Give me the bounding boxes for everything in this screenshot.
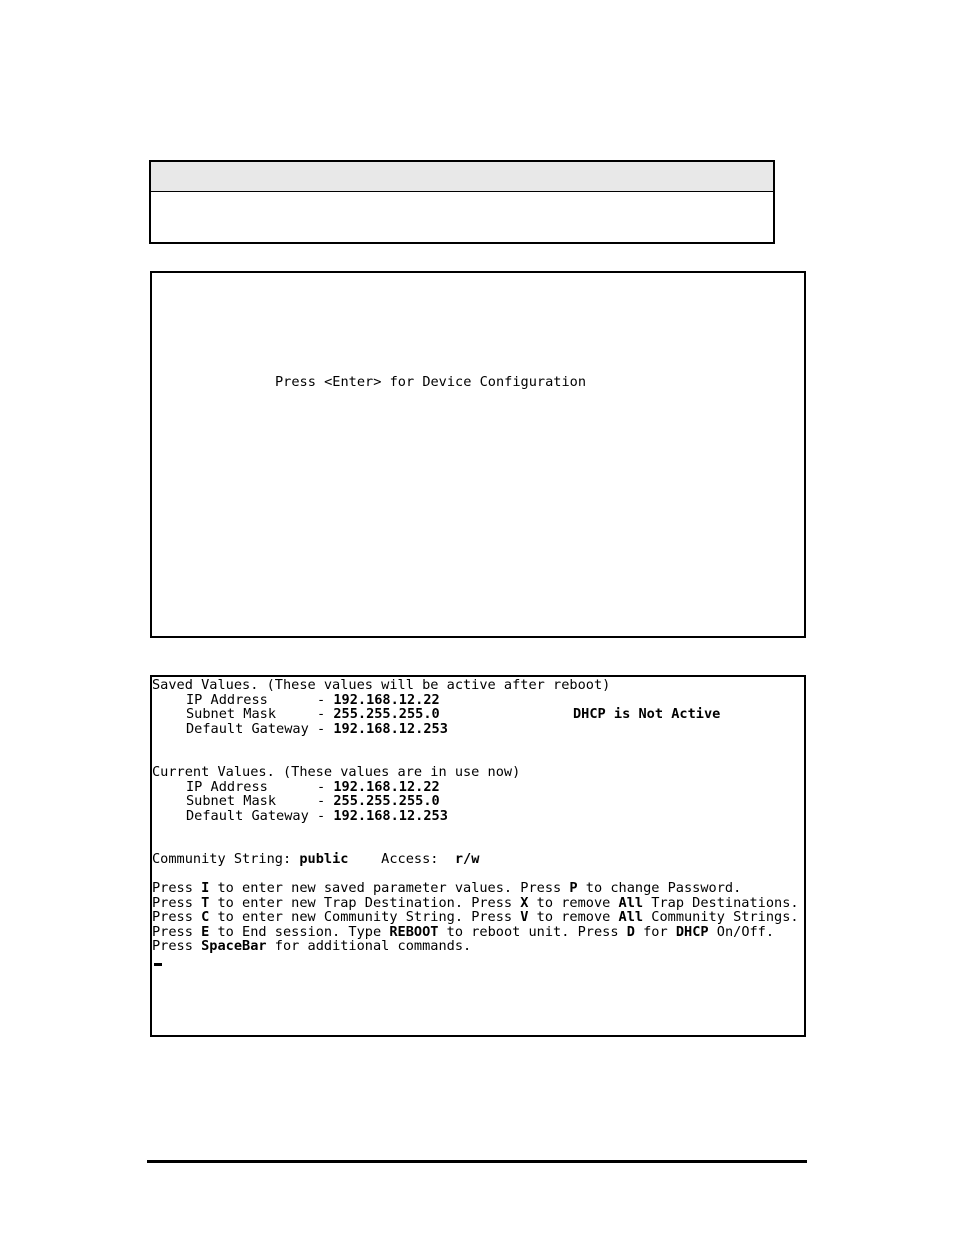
enter-prompt: Press <Enter> for Device Configuration — [275, 374, 586, 390]
command-line-1: Press I to enter new saved parameter values. Press P to change Password. — [152, 880, 742, 896]
community-string-row: Community String: public Access: r/w — [152, 851, 480, 867]
terminal-config-screen[interactable] — [150, 675, 806, 1037]
saved-mask-row: Subnet Mask - 255.255.255.0 — [186, 706, 440, 722]
current-ip-row: IP Address - 192.168.12.22 — [186, 779, 440, 795]
saved-ip-row: IP Address - 192.168.12.22 — [186, 692, 440, 708]
command-line-3: Press C to enter new Community String. Press V to remove All Community Strings. — [152, 909, 799, 925]
command-line-5: Press SpaceBar for additional commands. — [152, 938, 472, 954]
command-line-2: Press T to enter new Trap Destination. Press X to remove All Trap Destinations. — [152, 895, 799, 911]
terminal-cursor — [154, 963, 162, 966]
current-mask-row: Subnet Mask - 255.255.255.0 — [186, 793, 440, 809]
note-box — [149, 160, 775, 244]
current-gateway-row: Default Gateway - 192.168.12.253 — [186, 808, 448, 824]
saved-values-heading: Saved Values. (These values will be active after reboot) — [152, 677, 611, 693]
footer-rule — [147, 1160, 807, 1163]
terminal-welcome-screen[interactable] — [150, 271, 806, 638]
note-box-header — [151, 162, 773, 192]
dhcp-status: DHCP is Not Active — [573, 706, 721, 722]
current-values-heading: Current Values. (These values are in use now) — [152, 764, 521, 780]
command-line-4: Press E to End session. Type REBOOT to reboot unit. Press D for DHCP On/Off. — [152, 924, 775, 940]
saved-gateway-row: Default Gateway - 192.168.12.253 — [186, 721, 448, 737]
